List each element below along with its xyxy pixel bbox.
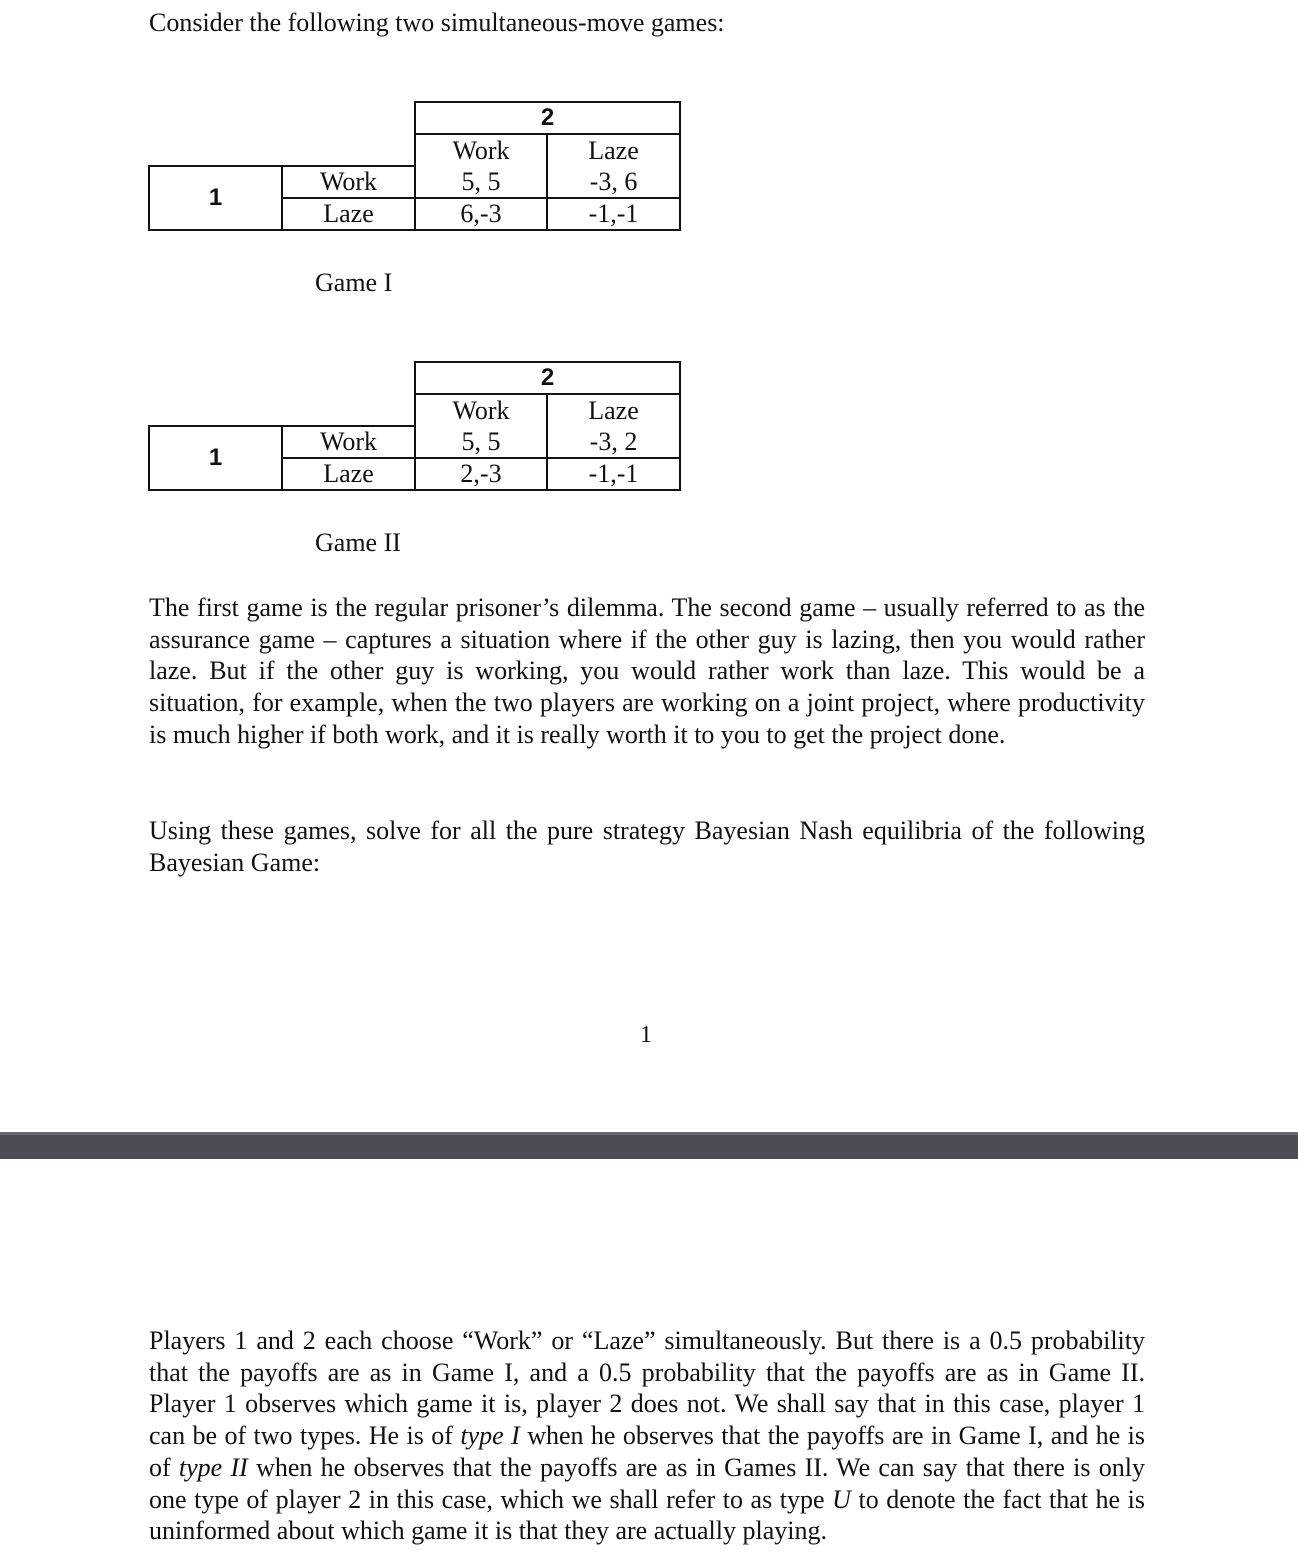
player-2-label: 2 xyxy=(415,102,680,134)
game-1-table xyxy=(148,101,681,231)
col-label-work: Work xyxy=(415,394,547,426)
game-2-caption: Game II xyxy=(315,528,401,557)
game-2-table xyxy=(148,361,681,491)
paragraph-3-part-2: when he observes that the payoffs are in Game I, and he is of xyxy=(149,1421,1145,1482)
payoff-cell: 5, 5 xyxy=(415,426,547,458)
row-label-laze: Laze xyxy=(282,198,415,230)
payoff-cell: -3, 2 xyxy=(547,426,680,458)
payoff-cell: -1,-1 xyxy=(547,458,680,490)
type-i-term: type I xyxy=(460,1421,520,1451)
row-label-work: Work xyxy=(282,166,415,198)
type-ii-term: type II xyxy=(178,1452,248,1482)
paragraph-2: Using these games, solve for all the pure strategy Bayesian Nash equilibria of the following Bayesian Game: xyxy=(149,816,1145,877)
intro-text: Consider the following two simultaneous-move games: xyxy=(149,8,725,37)
game-1-caption: Game I xyxy=(315,268,393,297)
player-1-label: 1 xyxy=(149,166,282,230)
paragraph-3 xyxy=(149,1325,1145,1547)
col-label-laze: Laze xyxy=(547,394,680,426)
paragraph-3-part-4: to denote the fact that he is uninformed about which game it is that they are actually playing. xyxy=(149,1484,1145,1546)
type-u-term: U xyxy=(832,1484,851,1514)
row-label-laze: Laze xyxy=(282,458,415,490)
player-2-label: 2 xyxy=(415,362,680,394)
row-label-work: Work xyxy=(282,426,415,458)
col-label-work: Work xyxy=(415,134,547,166)
payoff-cell: -1,-1 xyxy=(547,198,680,230)
page-number: 1 xyxy=(640,1022,652,1048)
col-label-laze: Laze xyxy=(547,134,680,166)
paragraph-1: The first game is the regular prisoner’s dilemma. The second game – usually referred to as the assurance game – captures a situation where if the other guy is lazing, then you would rather laze. But if the other guy is working, you would rather work than laze. This would be a situation, for example, when the two players are working on a joint project, where productivity is much higher if both work, and it is really worth it to you to get the project done. xyxy=(149,593,1145,749)
page-separator xyxy=(0,1132,1298,1159)
payoff-cell: -3, 6 xyxy=(547,166,680,198)
payoff-cell: 2,-3 xyxy=(415,458,547,490)
paragraph-3-part-1: Players 1 and 2 each choose “Work” or “Laze” simultaneously. But there is a 0.5 probability that the payoffs are as in Game I, and a 0.5 probability that the payoffs are as in Game II. Player 1 observes which game it is, player 2 does not. We shall say that in this case, player 1 can be of two types. He is of xyxy=(149,1326,1145,1451)
player-1-label: 1 xyxy=(149,426,282,490)
paragraph-3-part-3: when he observes that the payoffs are as in Games II. We can say that there is only one type of player 2 in this case, which we shall refer to as type xyxy=(149,1452,1145,1514)
payoff-cell: 6,-3 xyxy=(415,198,547,230)
payoff-cell: 5, 5 xyxy=(415,166,547,198)
